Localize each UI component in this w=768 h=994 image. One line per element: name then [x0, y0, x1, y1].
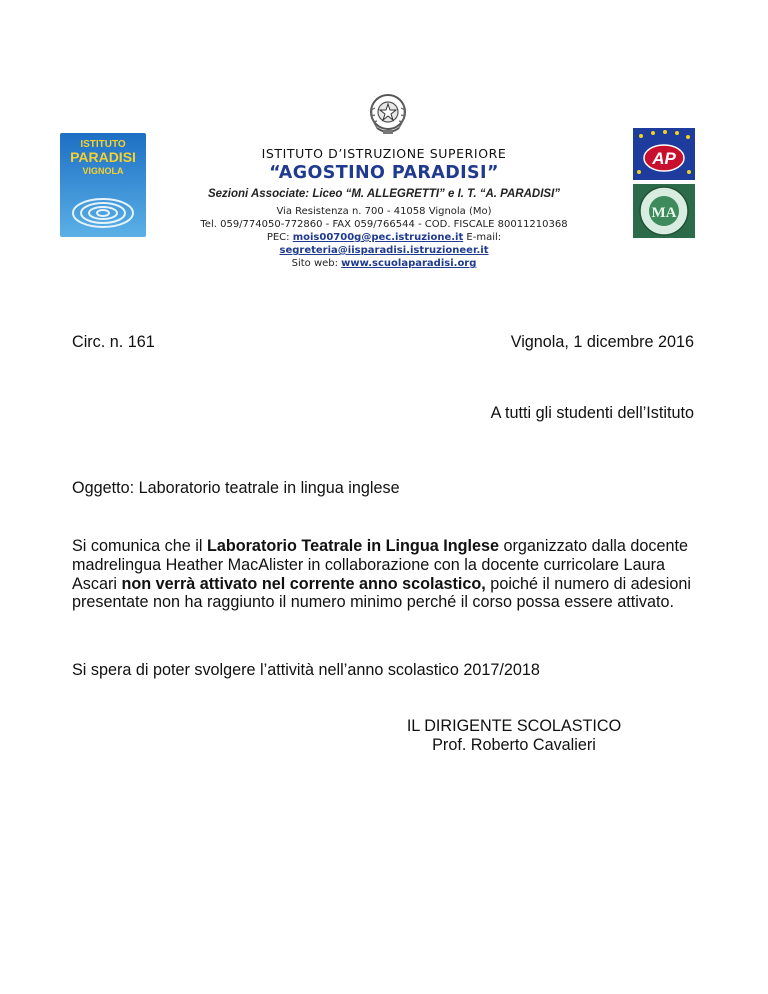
institute-type: ISTITUTO D’ISTRUZIONE SUPERIORE: [261, 146, 507, 161]
ma-logo-text: MA: [651, 205, 677, 221]
p1-end: poiché il numero di adesioni presentate non ha raggiunto il numero minimo perché il corso possa essere attivato.: [72, 574, 691, 612]
associated-sections: Sezioni Associate: Liceo “M. ALLEGRETTI” e I. T. “A. PARADISI”: [207, 188, 561, 200]
email-link[interactable]: segreteria@iisparadisi.istruzioneer.it: [279, 245, 489, 256]
circular-number: Circ. n. 161: [72, 333, 155, 351]
website-label: Sito web:: [291, 258, 342, 269]
p1-intro: Si comunica che il: [72, 537, 207, 555]
signature-block: [396, 717, 632, 755]
pec-label: PEC:: [266, 232, 293, 243]
recipient: A tutti gli studenti dell’Istituto: [490, 404, 694, 422]
p1-not-activated: non verrà attivato nel corrente anno scolastico,: [121, 574, 486, 593]
place-date: Vignola, 1 dicembre 2016: [510, 333, 694, 351]
logo-text-paradisi: PARADISI: [70, 149, 136, 165]
signature-title: IL DIRIGENTE SCOLASTICO: [406, 717, 622, 735]
ap-logo-text: AP: [652, 149, 676, 168]
p1-lab-name: Laboratorio Teatrale in Lingua Inglese: [206, 537, 499, 555]
pec-line: [120, 232, 648, 243]
website-line: [120, 258, 648, 269]
main-paragraph: [72, 537, 712, 612]
subject-line: Oggetto: Laboratorio teatrale in lingua inglese: [72, 479, 400, 497]
italian-republic-emblem: [365, 88, 411, 138]
logo-text-vignola: VIGNOLA: [82, 166, 124, 176]
email-line: [120, 245, 648, 256]
contacts: Tel. 059/774050-772860 - FAX 059/766544 - COD. FISCALE 80011210368: [200, 219, 568, 230]
website-link[interactable]: www.scuolaparadisi.org: [341, 258, 477, 269]
closing-paragraph: Si spera di poter svolgere l’attività nell’anno scolastico 2017/2018: [72, 661, 540, 679]
p1-middle: organizzato dalla docente madrelingua Heather MacAlister in collaborazione con la docente curricolare Laura Ascari: [72, 537, 688, 593]
institute-name: “AGOSTINO PARADISI”: [269, 163, 499, 183]
email-label: E-mail:: [463, 232, 502, 243]
address: Via Resistenza n. 700 - 41058 Vignola (Mo): [276, 206, 492, 217]
pec-link[interactable]: mois00700g@pec.istruzione.it: [292, 232, 464, 243]
logo-text-istituto: ISTITUTO: [80, 139, 126, 150]
signature-name: Prof. Roberto Cavalieri: [432, 735, 596, 754]
